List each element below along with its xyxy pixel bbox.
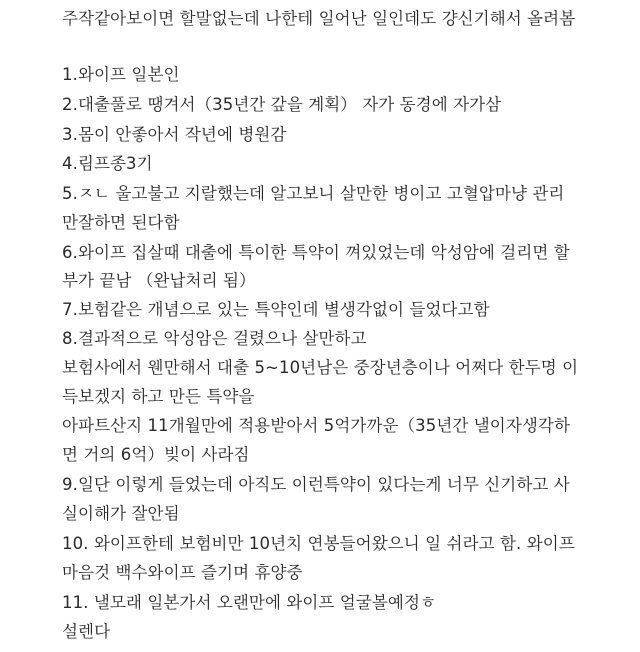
item-3-line: 3.몸이 안좋아서 작년에 병원감 [62,125,287,144]
item-2-line: 2.대출풀로 땡겨서（35년간 갚을 계획） 자가 동경에 자가삼 [62,95,502,114]
item-5-line-cont: 만잘하면 된다함 [62,213,180,232]
item-9-line-cont: 실이해가 잘안됨 [62,504,180,523]
item-8-line-cont-3: 아파트산지 11개월만에 적용받아서 5억가까운（35년간 낼이자생각하 [62,416,570,435]
intro-line: 주작같아보이면 할말없는데 나한테 일어난 일인데도 걍신기해서 올려봄 [62,9,576,28]
item-4-line: 4.림프종3기 [62,154,153,173]
item-9-line: 9.일단 이렇게 들었는데 아직도 이런특약이 있다는게 너무 신기하고 사 [62,475,570,494]
item-10-line-cont: 마음것 백수와이프 즐기며 휴양중 [62,563,303,582]
item-8-line-cont-2: 득보겠지 하고 만든 특약을 [62,387,255,406]
item-1-line: 1.와이프 일본인 [62,65,180,84]
post-body [62,0,636,652]
item-8-line: 8.결과적으로 악성암은 걸렸으나 살만하고 [62,329,367,348]
item-11-line: 11. 낼모래 일본가서 오랜만에 와이프 얼굴볼예정ㅎ [62,593,437,612]
item-5-line: 5.ㅈㄴ 울고불고 지랄했는데 알고보니 살만한 병이고 고혈압마냥 관리 [62,184,565,203]
item-6-line: 6.와이프 집살때 대출에 특이한 특약이 껴있었는데 악성암에 걸리면 할 [62,243,570,262]
item-6-line-cont: 부가 끝남 （완납처리 됨） [62,271,256,290]
item-8-line-cont-1: 보험사에서 웬만해서 대출 5~10년남은 중장년층이나 어쩌다 한두명 이 [62,358,579,377]
item-10-line: 10. 와이프한테 보험비만 10년치 연봉들어왔으니 일 쉬라고 함. 와이프 [62,534,575,553]
closing-line: 설렌다 [62,622,111,641]
item-8-line-cont-4: 면 거의 6억）빚이 사라짐 [62,445,250,464]
item-7-line: 7.보험같은 개념으로 있는 특약인데 별생각없이 들었다고함 [62,300,490,319]
